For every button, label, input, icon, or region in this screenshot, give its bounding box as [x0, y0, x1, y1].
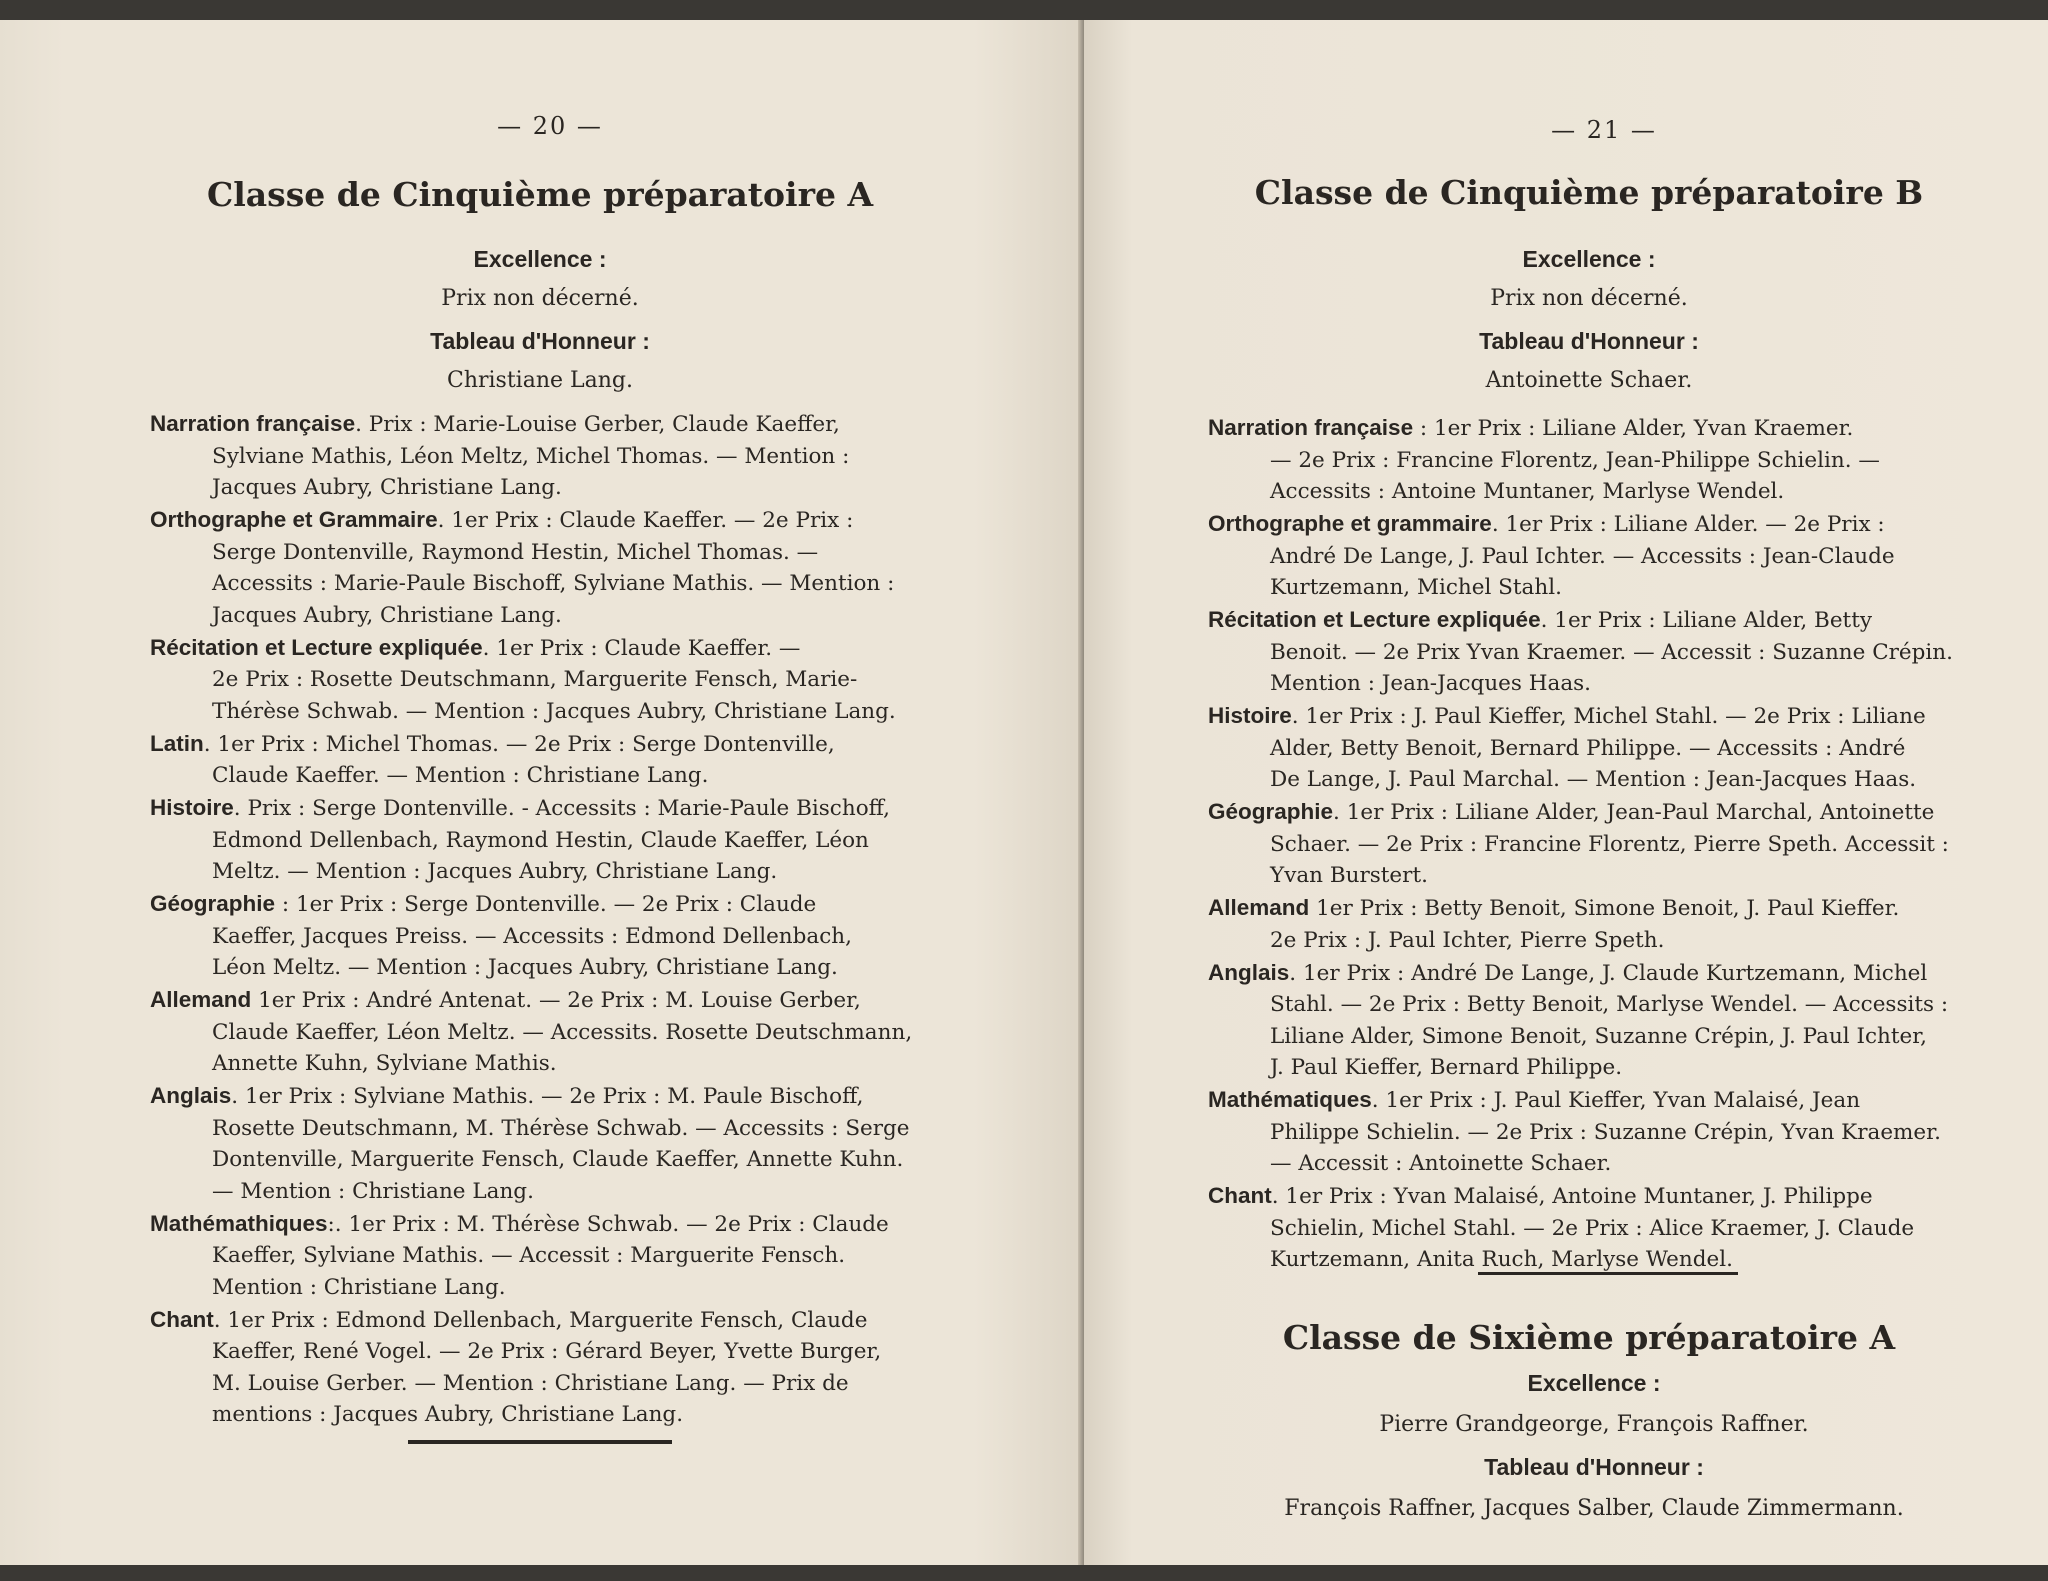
- subject-text: . 1er Prix : J. Paul Kieffer, Michel Stahl. — 2e Prix : Liliane: [1291, 704, 1926, 729]
- subject-text: . 1er Prix : André De Lange, J. Claude Kurtzemann, Michel: [1289, 960, 1928, 986]
- subject-line: — 2e Prix : Francine Florentz, Jean-Philippe Schielin. —: [1270, 447, 1880, 473]
- page-number: — 21 —: [1551, 116, 1657, 144]
- class-title: Classe de Cinquième préparatoire A: [206, 175, 874, 214]
- subject-name: Mathémathiques: [150, 1210, 328, 1236]
- subject-text: . Prix : Marie-Louise Gerber, Claude Kaeffer,: [355, 412, 840, 437]
- subject-name: Récitation et Lecture expliquée: [150, 634, 483, 660]
- subject-entry: [1208, 412, 2008, 508]
- sixieme-title: Classe de Sixième préparatoire A: [1282, 1318, 1896, 1357]
- subject-text: . 1er Prix : Claude Kaeffer. — 2e Prix :: [437, 508, 854, 533]
- subject-entry: [150, 504, 960, 631]
- subject-text: . 1er Prix : Yvan Malaisé, Antoine Muntaner, J. Philippe: [1271, 1184, 1873, 1209]
- subject-line: Thérèse Schwab. — Mention : Jacques Aubry, Christiane Lang.: [212, 698, 896, 724]
- subject-text: . 1er Prix : Liliane Alder, Betty: [1540, 608, 1872, 633]
- subject-text: . 1er Prix : Edmond Dellenbach, Marguerite Fensch, Claude: [213, 1307, 868, 1333]
- subject-line: 2e Prix : J. Paul Ichter, Pierre Speth.: [1270, 927, 1665, 953]
- subject-line: André De Lange, J. Paul Ichter. — Accessits : Jean-Claude: [1270, 543, 1895, 569]
- subject-name: Géographie: [1208, 799, 1334, 824]
- subject-line: Accessits : Marie-Paule Bischoff, Sylviane Mathis. — Mention :: [212, 571, 895, 596]
- subject-line: Kaeffer, Jacques Preiss. — Accessits : Edmond Dellenbach,: [212, 923, 852, 949]
- honneur-value: Antoinette Schaer.: [1485, 368, 1693, 393]
- subject-first-line: [150, 792, 960, 825]
- subject-line: Rosette Deutschmann, M. Thérèse Schwab. — Accessits : Serge: [212, 1115, 910, 1141]
- subject-entry: [1208, 957, 2008, 1084]
- subject-line: Claude Kaeffer, Léon Meltz. — Accessits. Rosette Deutschmann,: [212, 1019, 913, 1045]
- honneur-label: Tableau d'Honneur :: [1479, 328, 1699, 354]
- left-page: [0, 20, 1082, 1565]
- subject-line: Philippe Schielin. — 2e Prix : Suzanne Crépin, Yvan Kraemer.: [1270, 1119, 1941, 1145]
- subject-first-line: [1208, 1084, 2008, 1117]
- subject-line: Mention : Jean-Jacques Haas.: [1270, 671, 1592, 696]
- subject-text: 1er Prix : André Antenat. — 2e Prix : M. Louise Gerber,: [251, 988, 861, 1013]
- subject-entry: [1208, 1084, 2008, 1180]
- subject-text: . 1er Prix : Liliane Alder, Jean-Paul Marchal, Antoinette: [1333, 800, 1935, 825]
- subject-entry: [1208, 700, 2008, 796]
- subject-line: Serge Dontenville, Raymond Hestin, Michel Thomas. —: [212, 539, 819, 565]
- subject-first-line: [150, 408, 960, 441]
- subject-line: Liliane Alder, Simone Benoit, Suzanne Crépin, J. Paul Ichter,: [1270, 1023, 1928, 1049]
- subject-name: Histoire: [1208, 703, 1292, 728]
- subject-entry: [150, 888, 960, 984]
- subject-first-line: [1208, 957, 2008, 990]
- subject-line: J. Paul Kieffer, Bernard Philippe.: [1270, 1055, 1623, 1080]
- subject-text: 1er Prix : Betty Benoit, Simone Benoit, J. Paul Kieffer.: [1309, 896, 1900, 921]
- subject-line: Léon Meltz. — Mention : Jacques Aubry, Christiane Lang.: [212, 955, 838, 980]
- excellence-label: Excellence :: [1522, 246, 1656, 272]
- subject-line: Accessits : Antoine Muntaner, Marlyse Wendel.: [1270, 479, 1785, 504]
- subject-first-line: [150, 632, 960, 665]
- subject-entry: [150, 1208, 960, 1304]
- excellence-value: Prix non décerné.: [1490, 286, 1688, 311]
- sixieme-honneur-value: François Raffner, Jacques Salber, Claude Zimmermann.: [1284, 1496, 1904, 1521]
- subject-line: Jacques Aubry, Christiane Lang.: [212, 602, 562, 628]
- subject-line: De Lange, J. Paul Marchal. — Mention : Jean-Jacques Haas.: [1270, 767, 1917, 792]
- subject-first-line: [150, 984, 960, 1017]
- subject-first-line: [150, 728, 960, 761]
- subject-line: — Accessit : Antoinette Schaer.: [1270, 1151, 1612, 1176]
- class-title: Classe de Cinquième préparatoire B: [1254, 173, 1924, 212]
- subject-name: Narration française: [1208, 415, 1414, 440]
- subject-entry: [150, 728, 960, 792]
- subject-line: Schielin, Michel Stahl. — 2e Prix : Alice Kraemer, J. Claude: [1270, 1215, 1915, 1241]
- subject-name: Chant: [150, 1306, 214, 1332]
- subject-line: Stahl. — 2e Prix : Betty Benoit, Marlyse Wendel. — Accessits :: [1270, 992, 1949, 1017]
- excellence-label: Excellence :: [473, 246, 607, 272]
- subject-entry: [1208, 508, 2008, 604]
- subject-entry: [150, 792, 960, 888]
- subject-name: Histoire: [150, 795, 234, 820]
- subject-text: . 1er Prix : Michel Thomas. — 2e Prix : Serge Dontenville,: [203, 731, 835, 757]
- subject-entry: [1208, 796, 2008, 892]
- right-page: [1084, 20, 2048, 1565]
- subject-line: Meltz. — Mention : Jacques Aubry, Christiane Lang.: [212, 859, 778, 884]
- section-divider: [1478, 1272, 1738, 1275]
- subject-first-line: [1208, 796, 2008, 829]
- subject-first-line: [150, 1080, 960, 1113]
- subject-line: Mention : Christiane Lang.: [212, 1274, 506, 1300]
- honneur-label: Tableau d'Honneur :: [430, 328, 650, 354]
- subject-entry: [150, 984, 960, 1080]
- subject-line: Dontenville, Marguerite Fensch, Claude Kaeffer, Annette Kuhn.: [212, 1147, 904, 1172]
- subject-line: Kaeffer, Sylviane Mathis. — Accessit : Marguerite Fensch.: [212, 1243, 846, 1268]
- subject-line: Claude Kaeffer. — Mention : Christiane Lang.: [212, 763, 709, 788]
- subject-name: Narration française: [150, 411, 356, 436]
- subject-first-line: [150, 1304, 960, 1337]
- subject-line: — Mention : Christiane Lang.: [212, 1178, 534, 1204]
- sixieme-honneur-label: Tableau d'Honneur :: [1484, 1454, 1704, 1480]
- subject-line: Kaeffer, René Vogel. — 2e Prix : Gérard Beyer, Yvette Burger,: [212, 1339, 882, 1364]
- subject-name: Allemand: [1208, 895, 1310, 920]
- subject-line: Schaer. — 2e Prix : Francine Florentz, Pierre Speth. Accessit :: [1270, 831, 1949, 857]
- excellence-value: Prix non décerné.: [441, 286, 639, 311]
- subject-text: . 1er Prix : Claude Kaeffer. —: [482, 635, 801, 661]
- subject-first-line: [150, 504, 960, 537]
- subject-entry: [150, 1080, 960, 1207]
- sixieme-excellence-label: Excellence :: [1527, 1370, 1661, 1396]
- honneur-value: Christiane Lang.: [447, 368, 633, 393]
- subject-text: : 1er Prix : Liliane Alder, Yvan Kraemer.: [1413, 416, 1854, 441]
- subject-line: Kurtzemann, Anita Ruch, Marlyse Wendel.: [1270, 1247, 1733, 1272]
- subject-first-line: [150, 888, 960, 921]
- subject-first-line: [1208, 700, 2008, 733]
- subject-name: Latin: [150, 730, 204, 756]
- subject-text: . 1er Prix : J. Paul Kieffer, Yvan Malaisé, Jean: [1371, 1088, 1861, 1113]
- subject-first-line: [1208, 412, 2008, 445]
- subject-name: Chant: [1208, 1183, 1272, 1208]
- subject-entry: [1208, 604, 2008, 700]
- page-number: — 20 —: [497, 112, 603, 140]
- subject-name: Anglais: [1208, 959, 1290, 985]
- subject-line: Sylviane Mathis, Léon Meltz, Michel Thomas. — Mention :: [212, 443, 850, 469]
- subject-entry: [1208, 1180, 2008, 1276]
- subject-line: M. Louise Gerber. — Mention : Christiane Lang. — Prix de: [212, 1370, 849, 1396]
- subject-line: Kurtzemann, Michel Stahl.: [1270, 575, 1562, 600]
- subject-line: 2e Prix : Rosette Deutschmann, Marguerite Fensch, Marie-: [212, 667, 858, 692]
- subject-line: mentions : Jacques Aubry, Christiane Lang.: [212, 1402, 684, 1427]
- subject-first-line: [1208, 892, 2008, 925]
- subject-line: Alder, Betty Benoit, Bernard Philippe. — Accessits : André: [1270, 735, 1906, 761]
- subject-text: : 1er Prix : Serge Dontenville. — 2e Prix : Claude: [275, 892, 817, 917]
- subject-name: Orthographe et grammaire: [1208, 511, 1492, 536]
- subject-entry: [150, 1304, 960, 1431]
- subject-first-line: [150, 1208, 960, 1241]
- subject-entry: [1208, 892, 2008, 956]
- subject-name: Mathématiques: [1208, 1087, 1372, 1112]
- subject-text: :. 1er Prix : M. Thérèse Schwab. — 2e Prix : Claude: [327, 1211, 889, 1237]
- subject-line: Jacques Aubry, Christiane Lang.: [212, 475, 562, 500]
- subject-name: Anglais: [150, 1083, 232, 1108]
- section-divider: [408, 1440, 672, 1444]
- subject-name: Récitation et Lecture expliquée: [1208, 607, 1541, 632]
- subject-text: . 1er Prix : Sylviane Mathis. — 2e Prix : M. Paule Bischoff,: [231, 1084, 864, 1109]
- subject-name: Allemand: [150, 987, 252, 1012]
- subject-entry: [150, 408, 960, 504]
- subject-text: . Prix : Serge Dontenville. - Accessits : Marie-Paule Bischoff,: [233, 796, 890, 821]
- subject-entry: [150, 632, 960, 728]
- subject-line: Annette Kuhn, Sylviane Mathis.: [212, 1051, 557, 1076]
- subject-name: Géographie: [150, 891, 276, 916]
- sixieme-excellence-value: Pierre Grandgeorge, François Raffner.: [1379, 1412, 1809, 1437]
- subject-line: Yvan Burstert.: [1270, 863, 1428, 888]
- subject-text: . 1er Prix : Liliane Alder. — 2e Prix :: [1491, 512, 1885, 537]
- subject-name: Orthographe et Grammaire: [150, 507, 438, 532]
- subject-line: Edmond Dellenbach, Raymond Hestin, Claude Kaeffer, Léon: [212, 827, 869, 853]
- subject-first-line: [1208, 508, 2008, 541]
- subject-first-line: [1208, 1180, 2008, 1213]
- subject-line: Benoit. — 2e Prix Yvan Kraemer. — Accessit : Suzanne Crépin.: [1270, 639, 1953, 665]
- subject-first-line: [1208, 604, 2008, 637]
